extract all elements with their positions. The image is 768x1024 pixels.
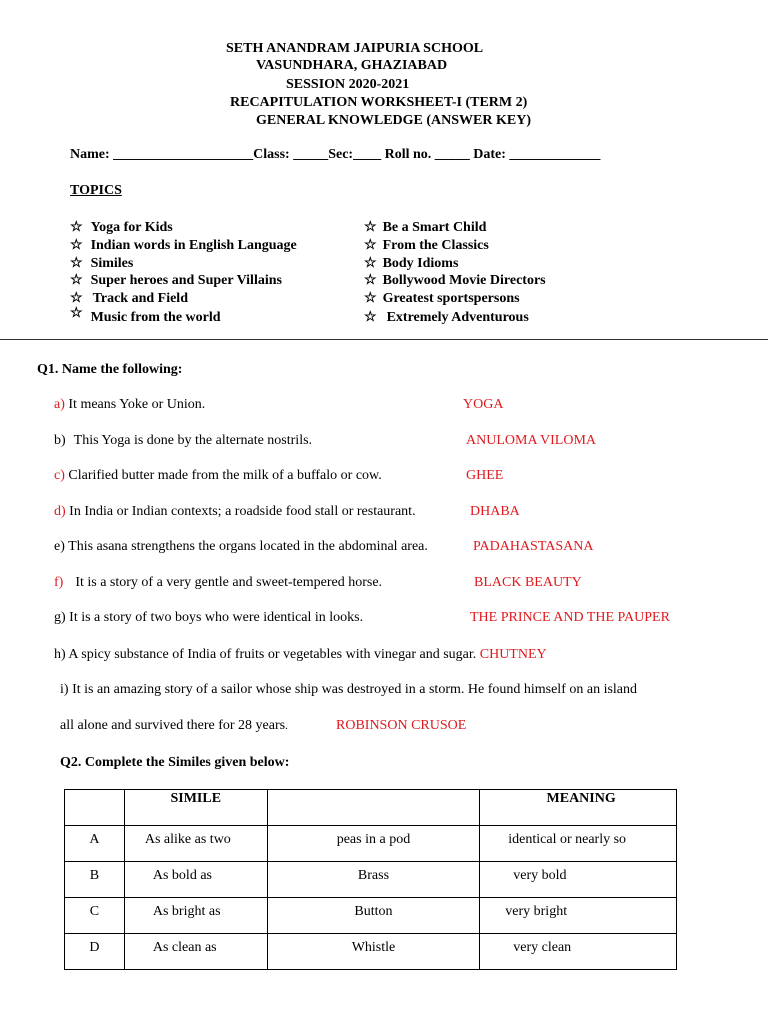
answer-d: DHABA [470,504,520,519]
topics-heading: TOPICS [70,183,122,198]
q1-title: Q1. Name the following: [37,362,183,377]
row-simile: As alike as two [124,826,267,862]
star-icon: ☆ [70,220,83,235]
table-row [65,826,677,862]
question-f: f) It is a story of a very gentle and sweet-tempered horse. [54,575,383,590]
topic-item: ☆ Extremely Adventurous [364,310,529,325]
topic-item: ☆ Similes [70,256,134,271]
question-c: c) Clarified butter made from the milk of a buffalo or cow. [54,468,382,483]
star-icon: ☆ [364,220,377,235]
question-g: g) It is a story of two boys who were identical in looks. [54,610,364,625]
row-id: C [65,898,125,934]
question-e: e) This asana strengthens the organs located in the abdominal area. [54,539,428,554]
topic-item: ☆ Track and Field [70,291,188,306]
row-completion: peas in a pod [267,826,480,862]
star-icon: ☆ [70,238,83,253]
table-row [65,898,677,934]
topic-item: ☆ Music from the world [70,306,221,325]
header-cell [267,790,480,826]
answer-e: PADAHASTASANA [473,539,594,554]
topic-item: ☆ Body Idioms [364,256,459,271]
star-icon: ☆ [364,256,377,271]
star-icon: ☆ [70,256,83,271]
row-id: A [65,826,125,862]
table-header-row [65,790,677,826]
row-simile: As bright as [124,898,267,934]
answer-c: GHEE [466,468,504,483]
answer-g: THE PRINCE AND THE PAUPER [470,610,670,625]
topic-item: ☆ From the Classics [364,238,489,253]
star-icon: ☆ [364,291,377,306]
worksheet-title: RECAPITULATION WORKSHEET-I (TERM 2) [230,95,528,110]
answer-f: BLACK BEAUTY [474,575,582,590]
student-info-line: Name: ____________________Class: _____Sec:____ Roll no. _____ Date: _____________ [70,147,601,162]
row-simile: As bold as [124,862,267,898]
answer-h: CHUTNEY [479,647,547,662]
school-location: VASUNDHARA, GHAZIABAD [256,58,448,73]
row-meaning: very bold [480,862,677,898]
topic-item: ☆ Yoga for Kids [70,220,173,235]
session: SESSION 2020-2021 [286,77,410,92]
school-name: SETH ANANDRAM JAIPURIA SCHOOL [226,41,484,56]
row-meaning: identical or nearly so [480,826,677,862]
star-icon: ☆ [364,238,377,253]
answer-a: YOGA [463,397,504,412]
row-completion: Brass [267,862,480,898]
topic-item: ☆ Be a Smart Child [364,220,487,235]
simile-table [64,789,677,970]
question-a: a) It means Yoke or Union. [54,397,206,412]
row-completion: Button [267,898,480,934]
row-simile: As clean as [124,934,267,970]
topic-item: ☆ Indian words in English Language [70,238,297,253]
row-meaning: very bright [480,898,677,934]
subject-title: GENERAL KNOWLEDGE (ANSWER KEY) [256,113,531,128]
question-h: h) A spicy substance of India of fruits or vegetables with vinegar and sugar. CHUTNEY [54,647,547,662]
header-meaning: MEANING [480,790,677,826]
header-cell [65,790,125,826]
row-id: B [65,862,125,898]
table-row [65,934,677,970]
topic-item: ☆ Bollywood Movie Directors [364,273,546,288]
question-i: i) It is an amazing story of a sailor whose ship was destroyed in a storm. He found himself on an island [60,682,638,697]
header-simile: SIMILE [124,790,267,826]
star-icon: ☆ [364,310,377,325]
star-icon: ☆ [70,306,83,321]
star-icon: ☆ [70,291,83,306]
row-completion: Whistle [267,934,480,970]
answer-i: ROBINSON CRUSOE [336,718,467,733]
row-meaning: very clean [480,934,677,970]
answer-b: ANULOMA VILOMA [466,433,597,448]
topic-item: ☆ Greatest sportspersons [364,291,520,306]
row-id: D [65,934,125,970]
table-row [65,862,677,898]
topic-item: ☆ Super heroes and Super Villains [70,273,282,288]
question-i-cont: all alone and survived there for 28 years. [60,718,288,733]
section-divider [0,339,768,340]
question-b: b) This Yoga is done by the alternate nostrils. [54,433,313,448]
question-d: d) In India or Indian contexts; a roadside food stall or restaurant. [54,504,416,519]
star-icon: ☆ [70,273,83,288]
q2-title: Q2. Complete the Similes given below: [60,755,290,770]
star-icon: ☆ [364,273,377,288]
